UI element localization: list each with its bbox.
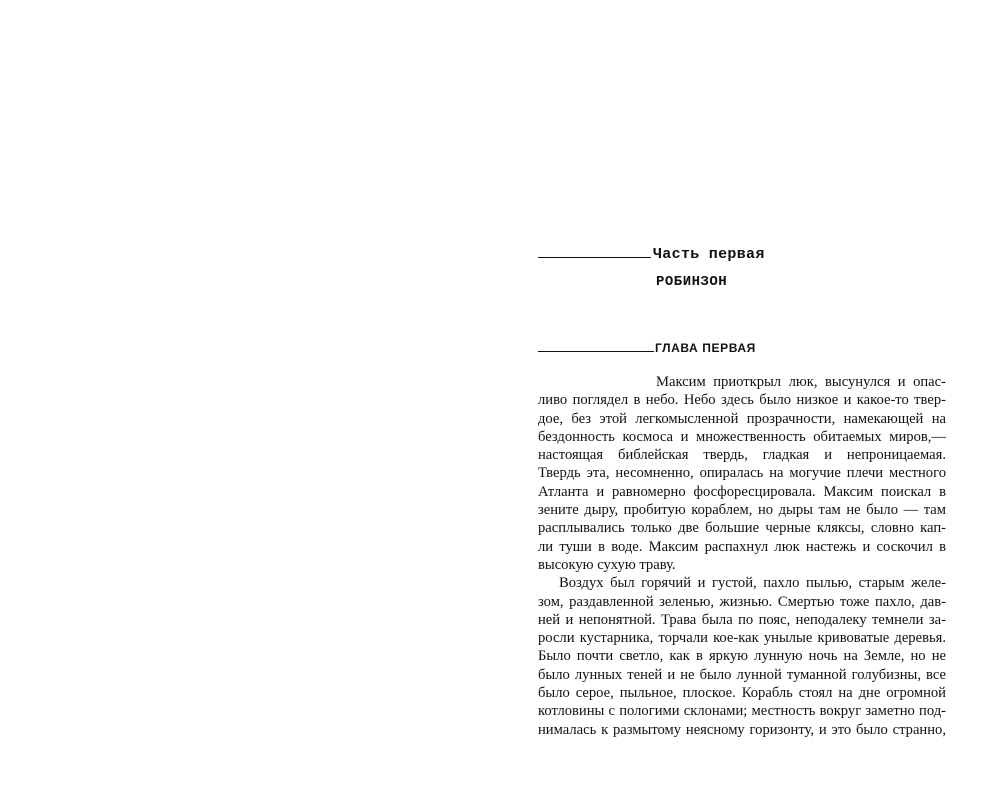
text-line: было лунных теней и не было лунной туманной голубизны, все	[538, 666, 946, 683]
left-page	[0, 0, 494, 800]
text-line: нималась к размытому неясному горизонту, и это было странно,	[538, 721, 946, 738]
text-line: дое, без этой легкомысленной прозрачности, намекающей на	[538, 410, 946, 427]
text-line: ли туши в воде. Максим распахнул люк настежь и соскочил в	[538, 538, 946, 555]
paragraph-2	[538, 574, 946, 739]
text-line: бездонность космоса и множественность обитаемых миров,—	[538, 428, 946, 445]
chapter-label: ГЛАВА ПЕРВАЯ	[655, 341, 756, 355]
part-title: РОБИНЗОН	[656, 274, 728, 290]
chapter-rule	[538, 351, 654, 352]
text-line: Было почти светло, как в яркую лунную ночь на Земле, но не	[538, 648, 946, 665]
text-line: было серое, пыльное, плоское. Корабль стоял на дне огромной	[538, 685, 946, 702]
chapter-body	[538, 373, 946, 739]
text-line: Воздух был горячий и густой, пахло пылью, старым желе-	[559, 575, 946, 592]
text-line: котловины с пологими склонами; местность вокруг заметно под-	[538, 703, 946, 720]
text-line: Атланта и равномерно фосфоресцировала. Максим поискал в	[538, 483, 946, 500]
part-label: Часть первая	[653, 246, 765, 263]
text-line: зените дыру, пробитую кораблем, но дыры там не было — там	[538, 502, 946, 519]
part-rule	[538, 257, 651, 258]
chapter-heading	[538, 340, 756, 356]
text-line: ливо поглядел в небо. Небо здесь было низкое и какое-то твер-	[538, 392, 946, 409]
text-line: росли кустарника, торчали кое-как унылые кривоватые деревья.	[538, 630, 946, 647]
text-line: Максим приоткрыл люк, высунулся и опас-	[656, 374, 946, 390]
text-line: расплывались только две большие черные кляксы, словно кап-	[538, 520, 946, 537]
text-line: настоящая библейская твердь, гладкая и непроницаемая.	[538, 447, 946, 464]
part-heading	[538, 246, 978, 264]
paragraph-1	[538, 373, 946, 574]
text-line: высокую сухую траву.	[538, 556, 676, 573]
text-line: Твердь эта, несомненно, опиралась на могучие плечи местного	[538, 465, 946, 482]
text-line: зом, раздавленной зеленью, жизнью. Смертью тоже пахло, дав-	[538, 593, 946, 610]
text-line: ней и непонятной. Трава была по пояс, неподалеку темнели за-	[538, 611, 946, 628]
